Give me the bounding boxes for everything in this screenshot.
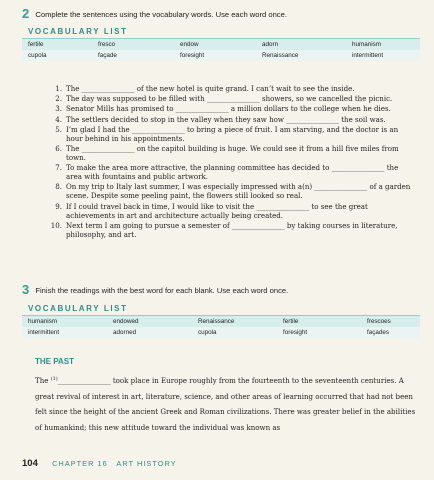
item-number: 8. [55,182,62,192]
list-item [50,125,412,143]
exercise-number: 3 [22,282,30,297]
vocab-word: frescoes [361,316,420,327]
item-number: 5. [55,124,62,134]
item-number: 2. [55,94,62,104]
item-number: 9. [55,201,62,211]
vocab-word: endowed [107,316,192,327]
exercise-number: 2 [22,6,30,21]
vocabulary-list-3 [22,302,420,338]
list-item [50,182,412,200]
list-item [50,221,412,239]
vocab-word: façades [361,327,420,338]
exercise-2-instruction [22,6,422,21]
item-number: 3. [55,104,62,114]
vocab-word: fertile [22,39,92,50]
vocab-title: VOCABULARY LIST [22,302,420,316]
vocab-word: Renaissance [192,316,277,327]
vocabulary-list-2 [22,25,420,61]
sentence-text: The _______________ of the new hotel is quite grand. I can’t wait to see the inside. [66,84,355,93]
list-item [50,94,412,103]
sentence-text: On my trip to Italy last summer, I was especially impressed with a(n) _______________ of a garden scene. Despite some peeling paint, the flowers still looked so real. [66,182,411,201]
vocab-word: fresco [92,39,174,50]
item-number: 7. [55,163,62,173]
list-item [50,144,412,162]
page-footer [22,458,177,469]
vocab-word: Renaissance [256,50,346,61]
vocab-word: foresight [174,50,256,61]
sentence-text: The _______________ on the capitol building is huge. We could see it from a hill five miles from town. [66,143,399,162]
vocab-word: façade [92,50,174,61]
sentence-text: Next term I am going to pursue a semester of _______________ by taking courses in literature, philosophy, and art. [66,220,398,239]
instruction-text: Complete the sentences using the vocabulary words. Use each word once. [35,10,287,19]
vocab-word: adorned [107,327,192,338]
item-number: 4. [55,114,62,124]
reading-text: _______________ took place in Europe roughly from the fourteenth to the seventeenth centuries. A great revival of interest in art, literature, science, and other areas of learning occurred that had not been felt since the height of the ancient Greek and Roman civilizations. There was greater belief in the abilities of humankind; this new attitude toward the individual was known as [35,376,416,432]
sentence-text: The settlers decided to stop in the valley when they saw how _______________ the soil was. [66,114,386,124]
vocab-grid [22,39,420,61]
list-item [50,115,412,124]
vocab-title: VOCABULARY LIST [22,25,420,39]
list-item [50,84,412,93]
list-item [50,104,412,113]
vocab-word: intermittent [22,327,107,338]
sentence-text: The day was supposed to be filled with _______________ showers, so we cancelled the picnic. [66,94,393,104]
sentence-text: To make the area more attractive, the planning committee has decided to _______________ the area with fountains and public artwork. [66,163,399,182]
sentence-list [50,84,412,240]
section-title: THE PAST [35,357,74,366]
instruction-text: Finish the readings with the best word for each blank. Use each word once. [35,286,289,295]
item-number: 6. [55,143,62,153]
list-item [50,202,412,220]
exercise-3-instruction [22,282,422,297]
sentence-text: I’m glad I had the _______________ to bring a piece of fruit. I am starving, and the doctor is an hour behind in his appointments. [66,124,399,143]
blank-number: (1) [50,376,58,382]
item-number: 10. [50,220,62,230]
vocab-word: foresight [277,327,361,338]
reading-passage [35,372,420,435]
reading-paragraph [35,372,420,435]
sentence-text: Senator Mills has promised to _______________ a million dollars to the college when he dies. [66,104,391,114]
vocab-word: humanism [346,39,420,50]
list-item [50,163,412,181]
vocab-word: humanism [22,316,107,327]
vocab-word: intermittent [346,50,420,61]
vocab-word: cupola [22,50,92,61]
vocab-word: cupola [192,327,277,338]
vocab-grid [22,316,420,338]
item-number: 1. [55,84,62,93]
sentence-text: If I could travel back in time, I would like to visit the _______________ to see the great achievements in art and architecture actually being created. [66,201,368,220]
page-number: 104 [22,458,38,469]
vocab-word: fertile [277,316,361,327]
vocab-word: adorn [256,39,346,50]
reading-text: The [35,376,51,385]
vocab-word: endow [174,39,256,50]
chapter-label: CHAPTER 16 ART HISTORY [52,459,177,468]
